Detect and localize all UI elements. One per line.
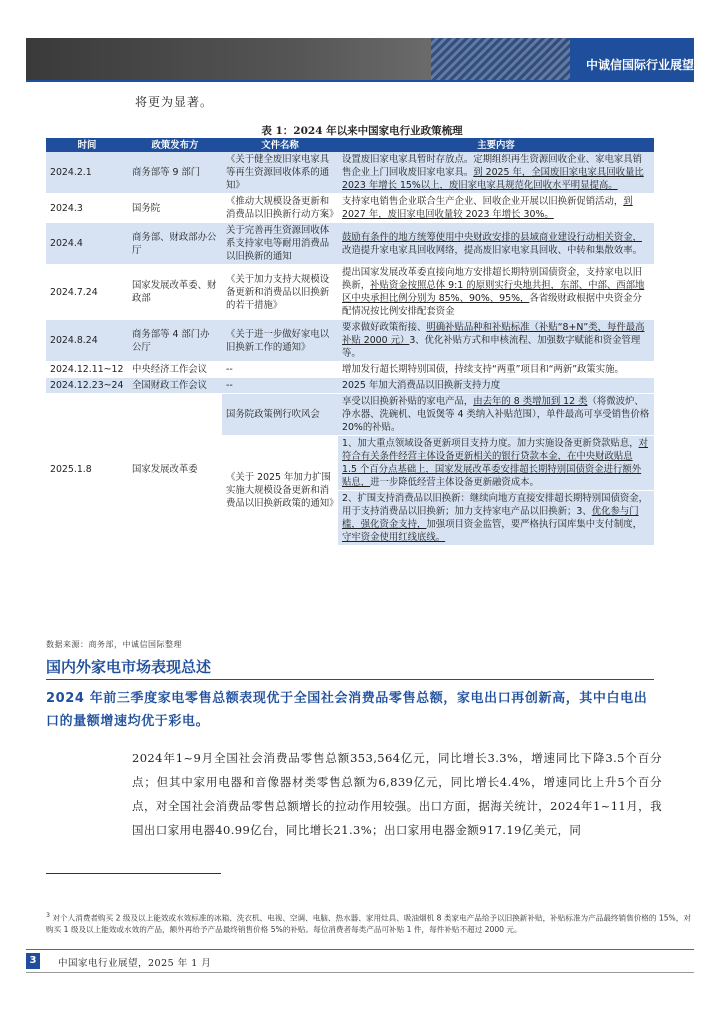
cell-content: [338, 265, 654, 320]
page-number: 3: [26, 953, 40, 969]
cell-issuer: 国家发展改革委、财政部: [128, 265, 222, 320]
policy-table: [46, 138, 654, 546]
table-row: [46, 223, 654, 265]
table-row: [46, 362, 654, 378]
cell-date: 2025.1.8: [46, 394, 128, 546]
cell-date: 2024.4: [46, 223, 128, 265]
cell-issuer: 国务院: [128, 194, 222, 223]
content-text: 进一步降低经营主体设备更新融资成本。: [370, 477, 539, 488]
table-header-row: [46, 138, 654, 152]
cell-doc: 关于完善再生资源回收体系支持家电等耐用消费品以旧换新的通知: [222, 223, 338, 265]
content-underlined: 到 2025 年，全国废旧家电家具回收量比 2023 年增长 15%以上，废旧家电家具规范化回收水平明显提高。: [342, 167, 644, 191]
content-text: 享受以旧换新补贴的家电产品，: [342, 396, 474, 407]
cell-doc: 《关于进一步做好家电以旧换新工作的通知》: [222, 320, 338, 362]
section-heading: 国内外家电市场表现总述: [46, 658, 212, 676]
content-underlined: 对符合有关条件经营主体设备更新相关的银行贷款本金，在中央财政贴息 1.5 个百分点基础上，国家发展改革委安排超长期特别国债资金进行额外贴息，: [342, 438, 648, 488]
cell-doc: --: [222, 362, 338, 378]
content-text: 提出国家发展改革委直接向地方安排超长期特别国债资金，支持家电以旧换新，: [342, 267, 643, 291]
cell-issuer: 商务部等 9 部门: [128, 152, 222, 194]
content-underlined: 优化参与门槛，强化资金支持，: [342, 506, 639, 530]
content-underlined: 明确补贴品种和补贴标准（补贴“8+N”类，每件最高补贴 2000 元）: [342, 322, 645, 346]
cell-doc: 国务院政策例行吹风会: [222, 394, 338, 436]
footnote-rule: [46, 873, 221, 874]
cell-doc: --: [222, 378, 338, 394]
cell-doc: 《关于加力支持大规模设备更新和消费品以旧换新的若干措施》: [222, 265, 338, 320]
footnote-mark: 3: [46, 912, 51, 919]
table-row: [46, 320, 654, 362]
paragraph-text: 2024年1~9月全国社会消费品零售总额353,564亿元，同比增长3.3%，增速同比下降3.5个百分点；但其中家用电器和音像器材类零售总额为6,839亿元，同比增长4.4%，增速同比上升5个百分点，对全国社会消费品零售总额增长的拉动作用较强。出口方面，据海关统计，2024年1~11月，我国出口家用电器40.99亿台，同比增长21.3%；出口家用电器金额917.19亿美元，同: [132, 751, 662, 837]
col-doc: 文件名称: [222, 138, 338, 152]
cell-content: [338, 394, 654, 436]
col-content: 主要内容: [338, 138, 654, 152]
content-text: 各省级财政根据中央资金分配情况按比例安排配套资金: [342, 293, 642, 317]
cell-content: 2025 年加大消费品以旧换新支持力度: [338, 378, 654, 394]
cell-date: 2024.8.24: [46, 320, 128, 362]
cell-issuer: 全国财政工作会议: [128, 378, 222, 394]
content-text: 加强项目资金监管，要严格执行国库集中支付制度，: [426, 519, 643, 530]
cell-content: [338, 436, 654, 491]
cell-content: 增加发行超长期特别国债，持续支持“两重”项目和“两新”政策实施。: [338, 362, 654, 378]
content-text: （将微波炉、净水器、洗碗机、电饭煲等 4 类纳入补贴范围），单件最高可享受销售价格 20%的补贴。: [342, 396, 650, 433]
cell-date: 2024.3: [46, 194, 128, 223]
cell-issuer: 商务部等 4 部门办公厅: [128, 320, 222, 362]
content-underlined: 到 2027 年，废旧家电回收量较 2023 年增长 30%。: [342, 196, 633, 220]
content-text: 2、扩围支持消费品以旧换新：继续向地方直接安排超长期特别国债资金，用于支持消费品以旧换新；加力支持家电产品以旧换新；3、: [342, 493, 648, 517]
intro-text: 将更为显著。: [135, 95, 214, 109]
cell-content: [338, 223, 654, 265]
content-text: 要求做好政策衔接、: [342, 322, 427, 333]
table-row: [46, 194, 654, 223]
cell-content: [338, 152, 654, 194]
cell-doc: 《推动大规模设备更新和消费品以旧换新行动方案》: [222, 194, 338, 223]
cell-content: [338, 491, 654, 546]
cell-date: 2024.12.23~24: [46, 378, 128, 394]
content-underlined: 由去年的 8 类增加到 12 类: [473, 396, 588, 407]
cell-doc: 《关于 2025 年加力扩围实施大规模设备更新和消费品以旧换新政策的通知》: [222, 436, 338, 546]
table-row: [46, 378, 654, 394]
footer-rule: [26, 949, 694, 950]
cell-doc: 《关于健全废旧家电家具等再生资源回收体系的通知》: [222, 152, 338, 194]
cell-date: 2024.12.11~12: [46, 362, 128, 378]
content-text: 改造提升家电家具回收网络，提高废旧家电家具回收、中转和集散效率。: [342, 244, 643, 256]
section-rule: [46, 679, 654, 680]
content-underlined: 鼓励有条件的地方统筹使用中央财政安排的县域商业建设行动相关资金，: [342, 231, 643, 243]
cell-date: 2024.7.24: [46, 265, 128, 320]
header-title: 中诚信国际行业展望: [585, 58, 694, 72]
footer-text: 中国家电行业展望，2025 年 1 月: [58, 958, 212, 969]
section-subheading: 2024 年前三季度家电零售总额表现优于全国社会消费品零售总额，家电出口再创新高，其中白电出口的量额增速均优于彩电。: [46, 691, 648, 729]
cell-issuer: 国家发展改革委: [128, 394, 222, 546]
table-row: [46, 152, 654, 194]
content-text: 设置废旧家电家具暂时存放点。定期组织再生资源回收企业、家电家具销售企业上门回收废旧家电家具。: [342, 154, 643, 178]
col-issuer: 政策发布方: [128, 138, 222, 152]
table-source: 数据来源：商务部，中诚信国际整理: [46, 640, 182, 649]
footer-rule-bottom: [26, 972, 694, 973]
table-title: 表 1：2024 年以来中国家电行业政策梳理: [261, 125, 463, 137]
footnote-text: 对个人消费者购买 2 级及以上能效或水效标准的冰箱、洗衣机、电视、空调、电脑、热水器、家用灶具、吸油烟机 8 类家电产品给予以旧换新补贴，补贴标准为产品最终销售价格的 15%，对购买 1 级及以上能效或水效的产品，额外再给予产品最终销售价格 5%的补贴。每位消费者每类产品可补贴 1 件，每件补贴不超过 2000 元。: [46, 913, 691, 934]
content-text: 3、优化补贴方式和申核流程、加强数字赋能和资金管理等。: [342, 335, 641, 359]
table-row: [46, 265, 654, 320]
content-text: 支持家电销售企业联合生产企业、回收企业开展以旧换新促销活动，: [342, 196, 624, 207]
cell-issuer: 商务部、财政部办公厅: [128, 223, 222, 265]
header-rule: [26, 80, 694, 82]
cell-date: 2024.2.1: [46, 152, 128, 194]
col-date: 时间: [46, 138, 128, 152]
footnote: [46, 910, 694, 935]
cell-content: [338, 194, 654, 223]
cell-issuer: 中央经济工作会议: [128, 362, 222, 378]
content-underlined: 补贴资金按照总体 9:1 的原则实行央地共担，东部、中部、西部地区中央承担比例分别为 85%、90%、95%，: [342, 280, 645, 304]
content-underlined: 守牢资金使用红线底线。: [342, 532, 446, 543]
table-row: [46, 394, 654, 436]
cell-content: [338, 320, 654, 362]
body-paragraph: [132, 746, 662, 842]
content-text: 1、加大重点领域设备更新项目支持力度。加力实施设备更新贷款贴息，: [342, 438, 639, 449]
